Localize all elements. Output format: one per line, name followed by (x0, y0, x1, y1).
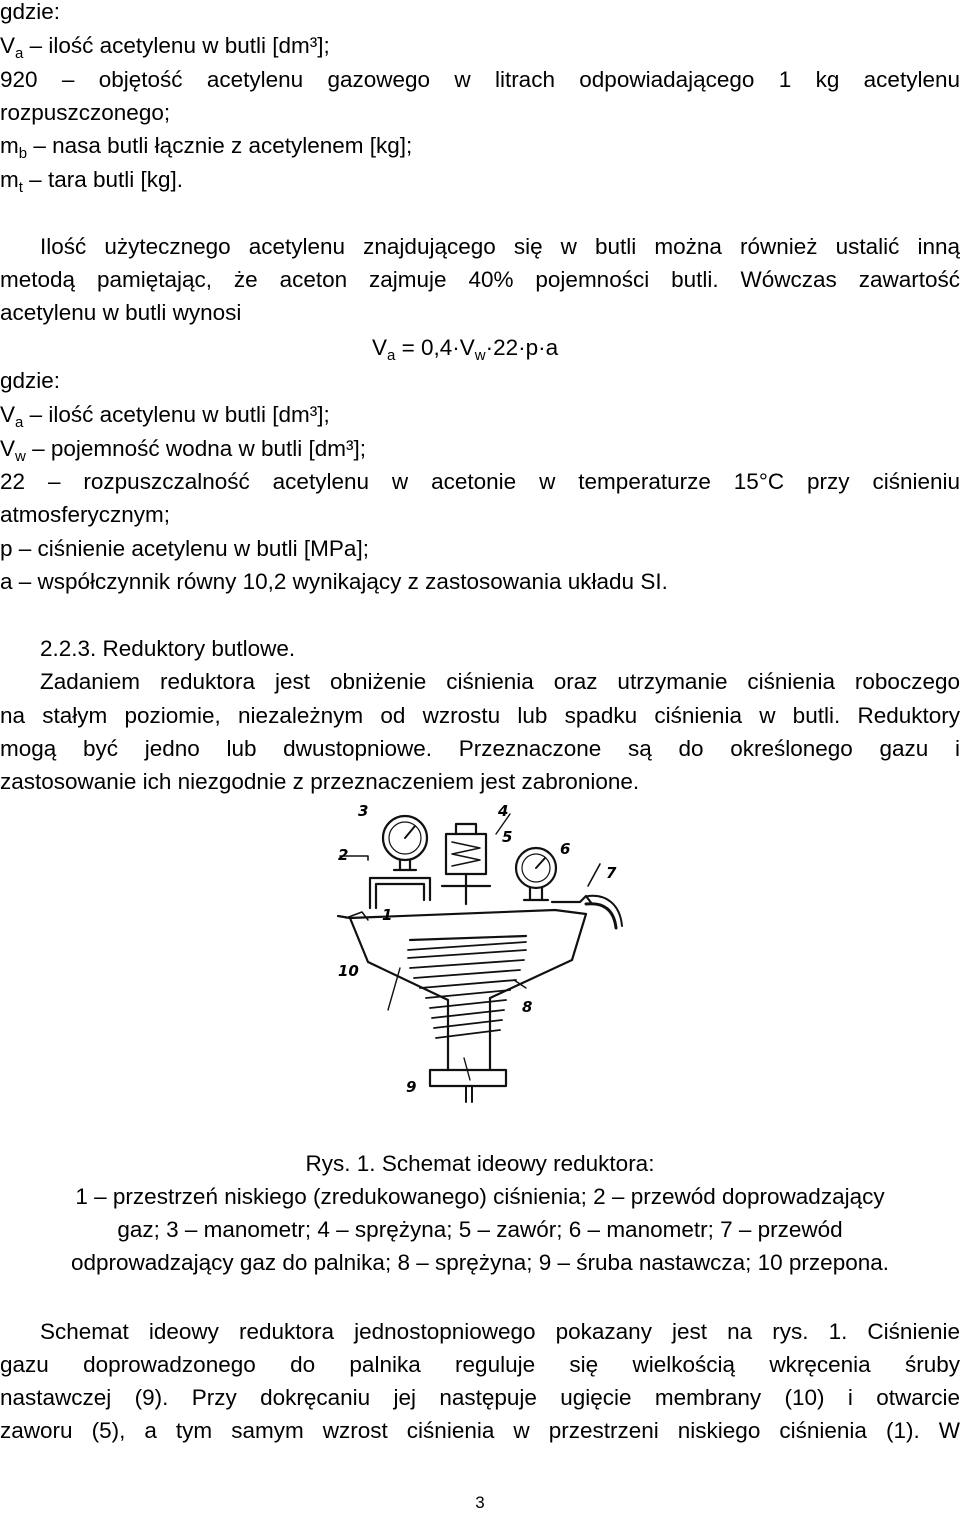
figure-label-6: 6 (560, 840, 571, 858)
figure-label-5: 5 (502, 828, 513, 846)
defs1-gdzie: gdzie: (0, 0, 61, 24)
def-p: p – ciśnienie acetylenu w butli [MPa]; (0, 536, 369, 561)
para1-line2: metodą pamiętając, że aceton zajmuje 40% pojemności butli. Wówczas zawartość (0, 267, 960, 292)
figure-label-8: 8 (522, 998, 533, 1016)
para2-line1: Zadaniem reduktora jest obniżenie ciśnienia oraz utrzymanie ciśnienia roboczego (40, 669, 960, 694)
para3-line4: zaworu (5), a tym samym wzrost ciśnienia w przestrzeni niskiego ciśnienia (1). W (0, 1418, 960, 1443)
para3-line1: Schemat ideowy reduktora jednostopniowego pokazany jest na rys. 1. Ciśnienie (40, 1319, 960, 1344)
spring-4 (452, 842, 480, 866)
para2-line2: na stałym poziomie, niezależnym od wzrostu lub spadku ciśnienia w butli. Reduktory (0, 703, 960, 728)
figure-caption-line3: odprowadzający gaz do palnika; 8 – sprężyna; 9 – śruba nastawcza; 10 przepona. (70, 1250, 889, 1275)
figure-caption-line2: gaz; 3 – manometr; 4 – sprężyna; 5 – zawór; 6 – manometr; 7 – przewód (117, 1217, 843, 1242)
formula: $V_a = 0,4\cdot V_w\cdot 22\cdot p\cdot a$ (372, 335, 559, 364)
def-a: a – współczynnik równy 10,2 wynikający z zastosowania układu SI. (0, 569, 668, 594)
def-920-line2: rozpuszczonego; (0, 100, 171, 125)
def-22-line1: 22 – rozpuszczalność acetylenu w acetonie w temperaturze 15°C przy ciśnieniu (0, 469, 960, 494)
para1-line3: acetylenu w butli wynosi (0, 300, 242, 325)
body-left (350, 918, 448, 1070)
figure-label-2: 2 (338, 846, 349, 864)
def-va-1: $V_a$ – ilość acetylenu w butli [dm³]; (0, 33, 330, 62)
inlet-pipe (370, 878, 430, 908)
def-va-2: $V_a$ – ilość acetylenu w butli [dm³]; (0, 402, 330, 431)
figure-label-9: 9 (406, 1078, 417, 1096)
figure-label-4: 4 (498, 802, 509, 820)
outlet-hose (586, 904, 616, 928)
figure-caption-title: Rys. 1. Schemat ideowy reduktora: (305, 1151, 655, 1176)
def-mt: $m_t$ – tara butli [kg]. (0, 167, 184, 196)
def-22-line2: atmosferycznym; (0, 502, 171, 527)
para2-line3: mogą być jedno lub dwustopniowe. Przeznaczone są do określonego gazu i (0, 736, 960, 761)
def-920-line1: 920 – objętość acetylenu gazowego w litrach odpowiadającego 1 kg acetylenu (0, 67, 960, 92)
reducer-schematic (330, 800, 630, 1140)
def-vw: $V_w$ – pojemność wodna w butli [dm³]; (0, 436, 367, 465)
page-number: 3 (475, 1493, 485, 1512)
para3-line2: gazu doprowadzonego do palnika reguluje się wielkością wkręcenia śruby (0, 1352, 960, 1377)
figure-label-3: 3 (358, 802, 369, 820)
def-mb: $m_b$ – nasa butli łącznie z acetylenem [kg]; (0, 133, 413, 162)
figure-caption-line1: 1 – przestrzeń niskiego (zredukowanego) ciśnienia; 2 – przewód doprowadzający (75, 1184, 885, 1209)
figure-label-1: 1 (382, 906, 393, 924)
para2-line4: zastosowanie ich niezgodnie z przeznaczeniem jest zabronione. (0, 769, 640, 794)
para1-line1: Ilość użytecznego acetylenu znajdującego się w butli można również ustalić inną (40, 234, 960, 259)
para3-line3: nastawczej (9). Przy dokręcaniu jej następuje ugięcie membrany (10) i otwarcie (0, 1385, 960, 1410)
section-heading: 2.2.3. Reduktory butlowe. (40, 636, 296, 661)
figure-label-7: 7 (606, 864, 617, 882)
figure-label-10: 10 (338, 962, 359, 980)
defs2-gdzie: gdzie: (0, 368, 61, 393)
